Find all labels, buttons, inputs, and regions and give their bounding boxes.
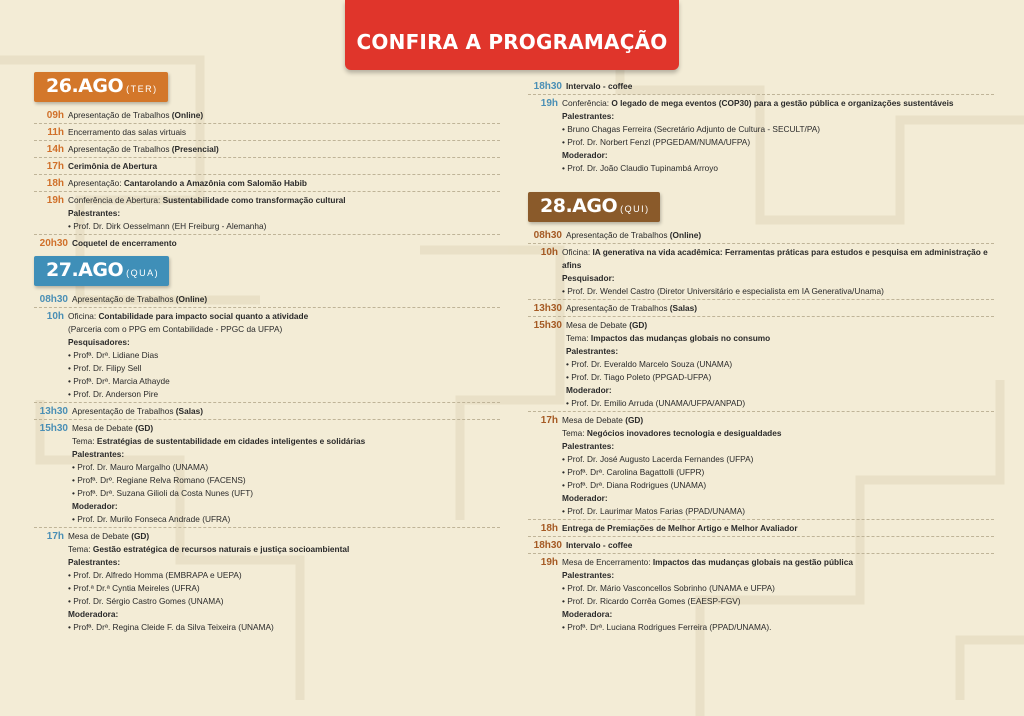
entry-time: 19h (540, 557, 558, 568)
entry-title (72, 293, 500, 306)
entry-title-bold: Contabilidade para impacto social quanto a atividade (98, 311, 309, 321)
entry-title (72, 422, 500, 435)
entry-theme (562, 427, 994, 440)
schedule-entry (34, 403, 500, 420)
entry-title-bold: Sustentabilidade como transformação cultural (162, 195, 346, 205)
entry-title (68, 143, 500, 156)
entry-title-prefix: Encerramento das salas virtuais (68, 127, 187, 137)
role-label: Moderador: (562, 493, 608, 503)
schedule-entry (528, 300, 994, 317)
entry-time: 17h (540, 415, 558, 426)
entry-title-prefix: Apresentação de Trabalhos (566, 230, 670, 240)
schedule-entry (34, 141, 500, 158)
role-label: Moderador: (562, 150, 608, 160)
day-weekday: (TER) (126, 84, 158, 94)
entry-title (562, 522, 994, 535)
entry-title-bold: (Salas) (175, 406, 203, 416)
schedule-entry (34, 528, 500, 635)
person-item: • Prof. Dr. Everaldo Marcelo Souza (UNAMA) (566, 358, 994, 371)
spacer (528, 176, 994, 192)
schedule-entry (34, 175, 500, 192)
entry-time: 18h (540, 523, 558, 534)
person-item: • Prof. Dr. Tiago Poleto (PPGAD-UFPA) (566, 371, 994, 384)
entry-body (72, 422, 500, 526)
entry-time: 17h (46, 161, 64, 172)
schedule-entry (34, 308, 500, 403)
right-column (528, 78, 994, 635)
entry-title-bold: (GD) (629, 320, 648, 330)
role-label: Pesquisadores: (68, 337, 130, 347)
entry-theme (566, 332, 994, 345)
schedule-entry (34, 420, 500, 528)
entry-title-bold: Coquetel de encerramento (72, 238, 177, 248)
entry-title (72, 237, 500, 250)
schedule-entry (528, 227, 994, 244)
entry-title-prefix: Mesa de Debate (72, 423, 136, 433)
entry-title-prefix: Mesa de Debate (566, 320, 630, 330)
entry-body (562, 556, 994, 634)
entry-title (566, 319, 994, 332)
entry-title-prefix: Apresentação de Trabalhos (68, 110, 172, 120)
entry-time: 18h (46, 178, 64, 189)
entry-title (72, 405, 500, 418)
day-weekday: (QUA) (126, 268, 160, 278)
role-label: Palestrantes: (562, 441, 615, 451)
person-item: • Prof. Dr. Sérgio Castro Gomes (UNAMA) (68, 595, 500, 608)
entry-title-bold: Cerimônia de Abertura (68, 161, 158, 171)
role-label: Palestrantes: (68, 557, 121, 567)
entry-title-prefix: Apresentação de Trabalhos (68, 144, 172, 154)
entry-title (68, 530, 500, 543)
schedule-entry (34, 192, 500, 235)
entry-time: 13h30 (533, 303, 562, 314)
schedule-entry (34, 158, 500, 175)
entry-title-bold: (Online) (171, 110, 204, 120)
entry-title (68, 126, 500, 139)
theme-label: Tema: (566, 333, 591, 343)
entry-title-bold: (GD) (135, 423, 154, 433)
person-item: • Prof. Dr. Mário Vasconcellos Sobrinho (UNAMA e UFPA) (562, 582, 994, 595)
entry-theme (68, 543, 500, 556)
entry-title-prefix: Apresentação de Trabalhos (72, 294, 176, 304)
schedule-entry (528, 537, 994, 554)
entry-title-bold: Intervalo - coffee (566, 540, 633, 550)
day-date: 27.AGO (46, 259, 124, 281)
entry-title (562, 556, 994, 569)
entry-title (566, 80, 994, 93)
entry-body (566, 539, 994, 552)
entry-title-bold: Entrega de Premiações de Melhor Artigo e Melhor Avaliador (562, 523, 798, 533)
entry-note: (Parceria com o PPG em Contabilidade - PPGC da UFPA) (68, 324, 283, 334)
schedule-entry (34, 107, 500, 124)
entry-body (562, 97, 994, 175)
entry-body (68, 143, 500, 156)
schedule-entry (528, 554, 994, 635)
entry-body (562, 522, 994, 535)
entry-title (566, 229, 994, 242)
entry-body (562, 414, 994, 518)
role-label: Palestrantes: (72, 449, 125, 459)
page-title: CONFIRA A PROGRAMAÇÃO (356, 30, 668, 54)
entry-time: 13h30 (39, 406, 68, 417)
entry-time: 17h (46, 531, 64, 542)
entry-title (68, 160, 500, 173)
person-item: • Prof. Dr. Dirk Oesselmann (EH Freiburg - Alemanha) (68, 220, 500, 233)
person-item: • Prof. Dr. Mauro Margalho (UNAMA) (72, 461, 500, 474)
person-item: • Profª. Drª. Carolina Bagattolli (UFPR) (562, 466, 994, 479)
entry-title (68, 310, 500, 323)
entry-body (68, 160, 500, 173)
entry-title-prefix: Conferência de Abertura: (68, 195, 163, 205)
entry-time: 19h (540, 98, 558, 109)
entry-title (562, 414, 994, 427)
schedule-entry (528, 520, 994, 537)
entry-time: 10h (46, 311, 64, 322)
entry-time: 15h30 (39, 423, 68, 434)
role-label: Moderadora: (68, 609, 119, 619)
header-banner (345, 0, 679, 70)
entry-body (68, 530, 500, 634)
schedule-entry (34, 291, 500, 308)
entry-body (68, 194, 500, 233)
theme-text: Impactos das mudanças globais no consumo (590, 333, 771, 343)
schedule-entry (528, 412, 994, 520)
entry-title-prefix: Mesa de Encerramento: (562, 557, 653, 567)
theme-label: Tema: (562, 428, 587, 438)
role-label: Palestrantes: (566, 346, 619, 356)
entry-time: 08h30 (39, 294, 68, 305)
person-item: • Prof. Dr. Filipy Sell (68, 362, 500, 375)
entry-body (566, 319, 994, 410)
person-item: • Profª. Drª. Suzana Gilioli da Costa Nunes (UFT) (72, 487, 500, 500)
entry-time: 18h30 (533, 81, 562, 92)
role-label: Moderador: (566, 385, 612, 395)
day-badge (34, 72, 168, 102)
entry-title-bold: Impactos das mudanças globais na gestão pública (652, 557, 853, 567)
entry-title-prefix: Oficina: (68, 311, 99, 321)
person-item: • Prof. Dr. Norbert Fenzl (PPGEDAM/NUMA/UFPA) (562, 136, 994, 149)
entry-time: 20h30 (39, 238, 68, 249)
entry-title (562, 246, 994, 272)
entry-title-prefix: Apresentação: (68, 178, 124, 188)
role-label: Palestrantes: (68, 208, 121, 218)
entry-time: 18h30 (533, 540, 562, 551)
schedule-entry (528, 317, 994, 412)
entry-title (566, 302, 994, 315)
theme-text: Gestão estratégica de recursos naturais e justiça socioambiental (92, 544, 350, 554)
entry-title-bold: Intervalo - coffee (566, 81, 633, 91)
theme-label: Tema: (68, 544, 93, 554)
entry-body (562, 246, 994, 298)
schedule-entry (528, 244, 994, 300)
entry-time: 19h (46, 195, 64, 206)
theme-label: Tema: (72, 436, 97, 446)
schedule-entry (528, 95, 994, 176)
entry-time: 09h (46, 110, 64, 121)
role-label: Palestrantes: (562, 570, 615, 580)
entry-title (68, 109, 500, 122)
entry-title-bold: (Salas) (669, 303, 697, 313)
day-badge (528, 192, 660, 222)
person-item: • Profª. Drª. Regina Cleide F. da Silva Teixeira (UNAMA) (68, 621, 500, 634)
person-item: • Bruno Chagas Ferreira (Secretário Adjunto de Cultura - SECULT/PA) (562, 123, 994, 136)
entry-title-prefix: Mesa de Debate (68, 531, 132, 541)
person-item: • Prof. Dr. Laurimar Matos Farias (PPAD/UNAMA) (562, 505, 994, 518)
entry-title-bold: IA generativa na vida acadêmica: Ferramentas práticas para estudos e pesquisa em administração e afins (562, 247, 988, 270)
person-item: • Prof. Dr. Emilio Arruda (UNAMA/UFPA/ANPAD) (566, 397, 994, 410)
entry-title-bold: (Presencial) (171, 144, 219, 154)
person-item: • Prof. Dr. Wendel Castro (Diretor Universitário e especialista em IA Generativa/Unama) (562, 285, 994, 298)
entry-title-bold: Cantarolando a Amazônia com Salomão Habib (123, 178, 307, 188)
entry-time: 10h (540, 247, 558, 258)
entry-body (68, 177, 500, 190)
person-item: • Prof. Dr. Alfredo Homma (EMBRAPA e UEPA) (68, 569, 500, 582)
day-weekday: (QUI) (620, 204, 650, 214)
entry-title-bold: (Online) (175, 294, 208, 304)
entry-title-prefix: Apresentação de Trabalhos (566, 303, 670, 313)
entry-title-bold: (GD) (625, 415, 644, 425)
entry-theme (72, 435, 500, 448)
person-item: • Profª. Drª. Lidiane Dias (68, 349, 500, 362)
entry-title-prefix: Apresentação de Trabalhos (72, 406, 176, 416)
schedule-entry (34, 124, 500, 141)
entry-body (566, 302, 994, 315)
theme-text: Estratégias de sustentabilidade em cidades inteligentes e solidárias (96, 436, 366, 446)
entry-body (68, 126, 500, 139)
schedule-entry (528, 78, 994, 95)
entry-body (72, 405, 500, 418)
day-date: 26.AGO (46, 75, 124, 97)
person-item: • Prof. Dr. João Claudio Tupinambá Arroyo (562, 162, 994, 175)
entry-title (566, 539, 994, 552)
entry-title-bold: (GD) (131, 531, 150, 541)
person-item: • Profª. Drª. Diana Rodrigues (UNAMA) (562, 479, 994, 492)
entry-body (566, 80, 994, 93)
person-item: • Prof. Dr. José Augusto Lacerda Fernandes (UFPA) (562, 453, 994, 466)
person-item: • Prof. Dr. Anderson Pire (68, 388, 500, 401)
entry-body (72, 237, 500, 250)
role-label: Palestrantes: (562, 111, 615, 121)
person-item: • Profª. Drª. Luciana Rodrigues Ferreira (PPAD/UNAMA). (562, 621, 994, 634)
entry-title (68, 177, 500, 190)
entry-time: 15h30 (533, 320, 562, 331)
entry-body (566, 229, 994, 242)
entry-title-bold: (Online) (669, 230, 702, 240)
person-item: • Profª. Drª. Marcia Athayde (68, 375, 500, 388)
entry-title (562, 97, 994, 110)
schedule-entry (34, 235, 500, 251)
entry-body (68, 310, 500, 401)
person-item: • Prof. Dr. Murilo Fonseca Andrade (UFRA) (72, 513, 500, 526)
entry-body (68, 109, 500, 122)
entry-title-bold: O legado de mega eventos (COP30) para a gestão pública e organizações sustentáveis (611, 98, 954, 108)
role-label: Moderador: (72, 501, 118, 511)
entry-title-prefix: Mesa de Debate (562, 415, 626, 425)
entry-time: 08h30 (533, 230, 562, 241)
entry-title (68, 194, 500, 207)
person-item: • Prof.ª Dr.ª Cyntia Meireles (UFRA) (68, 582, 500, 595)
person-item: • Profª. Drº. Regiane Relva Romano (FACENS) (72, 474, 500, 487)
theme-text: Negócios inovadores tecnologia e desigualdades (586, 428, 782, 438)
day-badge (34, 256, 169, 286)
left-column (34, 72, 500, 635)
entry-body (72, 293, 500, 306)
entry-time: 14h (46, 144, 64, 155)
entry-title-prefix: Oficina: (562, 247, 593, 257)
day-date: 28.AGO (540, 195, 618, 217)
role-label: Pesquisador: (562, 273, 615, 283)
entry-time: 11h (47, 127, 64, 138)
entry-title-prefix: Conferência: (562, 98, 612, 108)
role-label: Moderadora: (562, 609, 613, 619)
person-item: • Prof. Dr. Ricardo Corrêa Gomes (EAESP-FGV) (562, 595, 994, 608)
